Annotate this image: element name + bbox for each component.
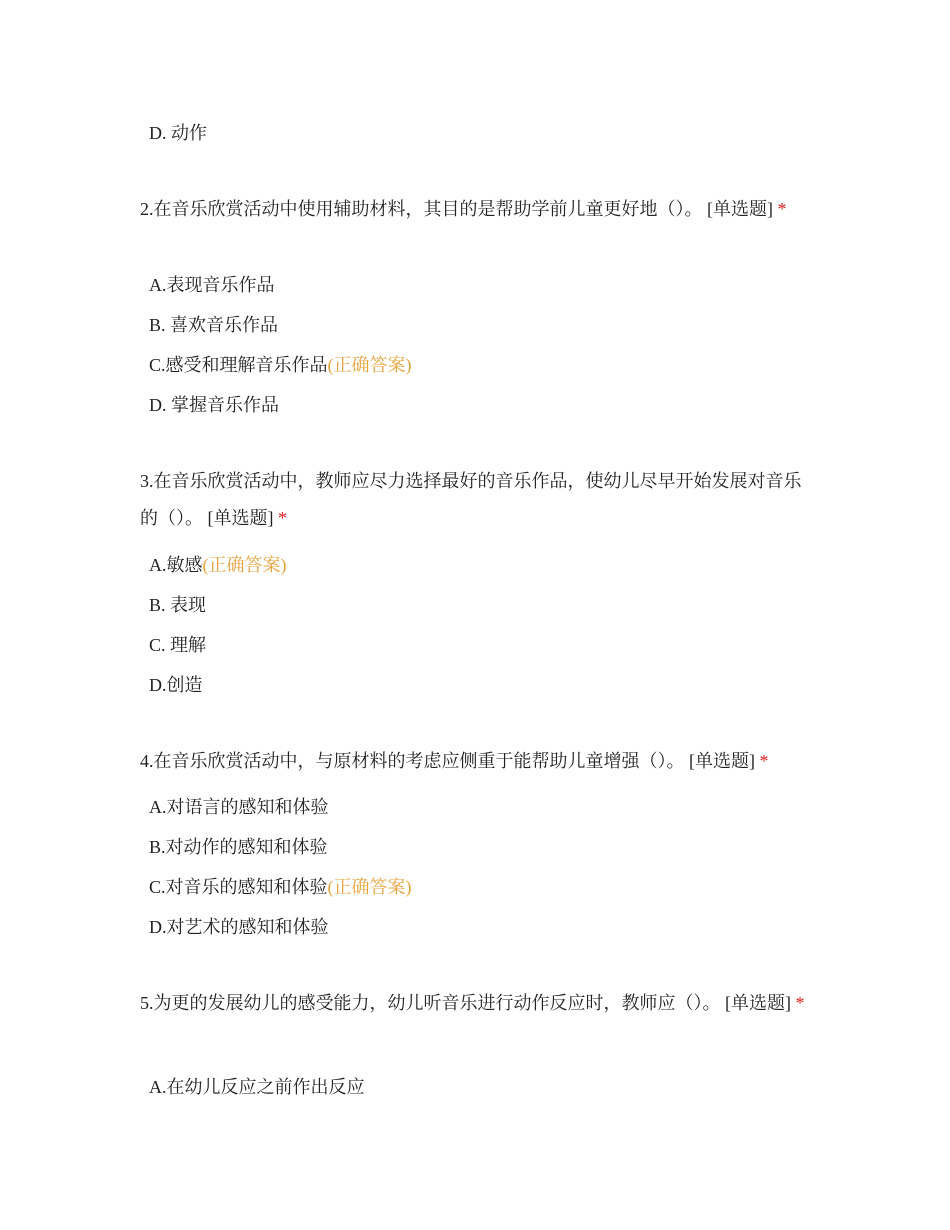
option-text: C.感受和理解音乐作品 bbox=[149, 355, 328, 375]
question-text: 3.在音乐欣赏活动中，教师应尽力选择最好的音乐作品，使幼儿尽早开始发展对音乐的（）。 [单选题] bbox=[140, 471, 802, 528]
question-2-option-b bbox=[149, 313, 278, 337]
option-d-fragment bbox=[149, 121, 207, 145]
question-2-option-c bbox=[149, 353, 412, 377]
question-4-option-b bbox=[149, 835, 328, 859]
question-4 bbox=[140, 743, 812, 780]
required-mark: * bbox=[795, 993, 805, 1013]
question-text: 4.在音乐欣赏活动中，与原材料的考虑应侧重于能帮助儿童增强（）。 [单选题] bbox=[140, 751, 755, 771]
question-2-option-d bbox=[149, 393, 279, 417]
question-text: 5.为更的发展幼儿的感受能力，幼儿听音乐进行动作反应时，教师应（）。 [单选题] bbox=[140, 993, 791, 1013]
question-4-option-c bbox=[149, 875, 412, 899]
option-text: B.对动作的感知和体验 bbox=[149, 837, 328, 857]
option-text: C. 理解 bbox=[149, 635, 207, 655]
option-text: B. 表现 bbox=[149, 595, 207, 615]
question-2-option-a bbox=[149, 273, 275, 297]
option-text: A.在幼儿反应之前作出反应 bbox=[149, 1077, 365, 1097]
required-mark: * bbox=[278, 508, 287, 528]
option-text: A.表现音乐作品 bbox=[149, 275, 275, 295]
required-mark: * bbox=[759, 751, 769, 771]
option-text: D.对艺术的感知和体验 bbox=[149, 917, 329, 937]
option-text: C.对音乐的感知和体验 bbox=[149, 877, 328, 897]
question-3-option-a bbox=[149, 553, 287, 577]
question-3 bbox=[140, 463, 812, 537]
option-text: A.对语言的感知和体验 bbox=[149, 797, 329, 817]
question-5 bbox=[140, 985, 812, 1022]
correct-answer-tag: (正确答案) bbox=[327, 355, 412, 375]
option-text: D. 动作 bbox=[149, 123, 207, 143]
question-2 bbox=[140, 191, 812, 228]
question-5-option-a bbox=[149, 1075, 365, 1099]
question-3-option-c bbox=[149, 633, 206, 657]
question-4-option-a bbox=[149, 795, 329, 819]
correct-answer-tag: (正确答案) bbox=[327, 877, 412, 897]
correct-answer-tag: (正确答案) bbox=[202, 555, 287, 575]
required-mark: * bbox=[777, 199, 787, 219]
question-4-option-d bbox=[149, 915, 329, 939]
option-text: D. 掌握音乐作品 bbox=[149, 395, 279, 415]
question-3-option-b bbox=[149, 593, 206, 617]
option-text: B. 喜欢音乐作品 bbox=[149, 315, 279, 335]
option-text: D.创造 bbox=[149, 675, 203, 695]
question-text: 2.在音乐欣赏活动中使用辅助材料，其目的是帮助学前儿童更好地（）。 [单选题] bbox=[140, 199, 773, 219]
question-3-option-d bbox=[149, 673, 203, 697]
option-text: A.敏感 bbox=[149, 555, 203, 575]
